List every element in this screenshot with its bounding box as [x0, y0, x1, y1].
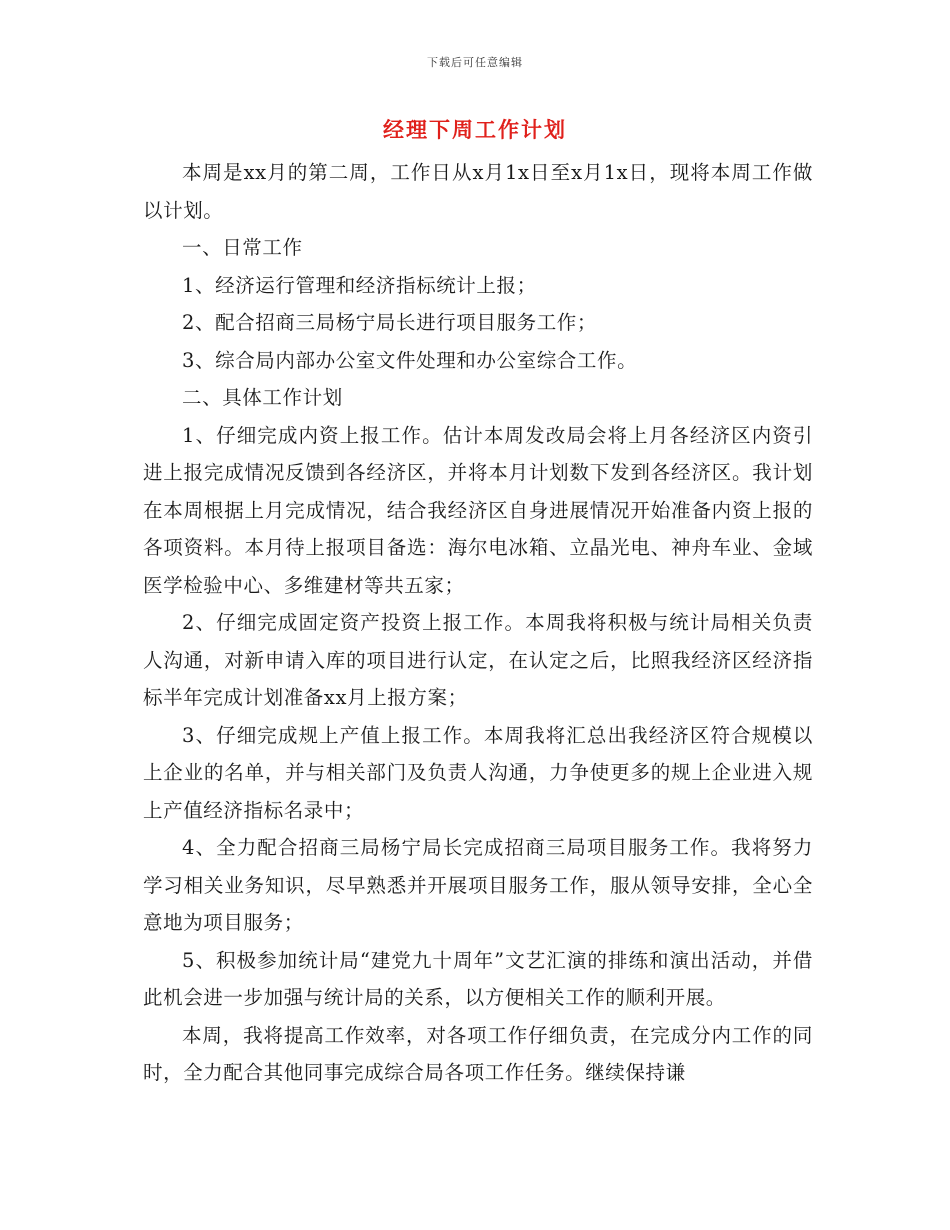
- list-item: 2、配合招商三局杨宁局长进行项目服务工作；: [182, 311, 598, 334]
- list-item: 2、仔细完成固定资产投资上报工作。本周我将积极与统计局相关负责人沟通，对新申请入库的项目进行认定，在认定之后，比照我经济区经济指标半年完成计划准备xx月上报方案；: [143, 611, 813, 709]
- list-item: 3、仔细完成规上产值上报工作。本周我将汇总出我经济区符合规模以上企业的名单，并与相关部门及负责人沟通，力争使更多的规上企业进入规上产值经济指标名录中；: [143, 723, 813, 822]
- document-title: 经理下周工作计划: [383, 117, 567, 142]
- list-item: 3、综合局内部办公室文件处理和办公室综合工作。: [182, 348, 638, 372]
- list-item: 5、积极参加统计局“建党九十周年”文艺汇演的排练和演出活动，并借此机会进一步加强与统计局的关系，以方便相关工作的顺利开展。: [143, 948, 813, 1009]
- paragraph-closing: 本周，我将提高工作效率，对各项工作仔细负责，在完成分内工作的同时，全力配合其他同事完成综合局各项工作任务。继续保持谦: [143, 1023, 813, 1084]
- list-item: 1、经济运行管理和经济指标统计上报；: [182, 273, 537, 297]
- list-item: 1、仔细完成内资上报工作。估计本周发改局会将上月各经济区内资引进上报完成情况反馈到各经济区，并将本月计划数下发到各经济区。我计划在本周根据上月完成情况，结合我经济区自身进展情况开始准备内资上报的各项资料。本月待上报项目备选：海尔电冰箱、立晶光电、神舟车业、金域医学检验中心、多维建材等共五家；: [143, 423, 813, 597]
- document-body: [143, 154, 813, 1092]
- section-heading-daily-work: 一、日常工作: [182, 236, 303, 259]
- page-header: 下载后可任意编辑: [427, 56, 523, 69]
- paragraph-intro: 本周是xx月的第二周，工作日从x月1x日至x月1x日，现将本周工作做以计划。: [143, 161, 813, 222]
- list-item: 4、全力配合招商三局杨宁局长完成招商三局项目服务工作。我将努力学习相关业务知识，尽早熟悉并开展项目服务工作，服从领导安排，全心全意地为项目服务；: [143, 836, 813, 934]
- section-heading-specific-plan: 二、具体工作计划: [182, 386, 343, 409]
